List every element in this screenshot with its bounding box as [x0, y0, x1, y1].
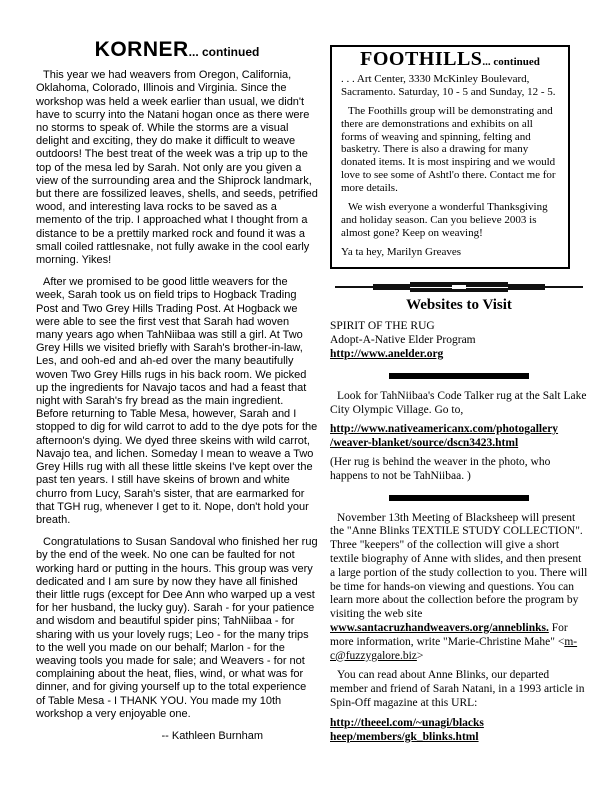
foothills-paragraph-2: The Foothills group will be demonstrating and there are demonstrations and exhibits on all forms of weaving and spinning, felting and basketry. There is also a drawing for many donated items. It is most inspiring and we would love to see some of Ashtl'o there. Contact me for more details.	[341, 104, 556, 195]
blacksheep-text-3: >	[416, 649, 424, 662]
foothills-paragraph-1: . . . Art Center, 3330 McKinley Boulevard, Sacramento. Saturday, 10 - 5 and Sunday, 12 - 5.	[341, 72, 556, 98]
shuttle-slot	[452, 285, 466, 289]
codetalker-text: Look for TahNiibaa's Code Talker rug at the Salt Lake City Olympic Village. Go to,	[330, 389, 587, 416]
blacksheep-paragraph	[330, 512, 588, 664]
shuttle-ornament-divider-icon	[335, 279, 583, 295]
section-divider-bar	[389, 373, 529, 379]
theeel-link-line2[interactable]: heep/members/gk_blinks.html	[330, 730, 479, 743]
spirit-title: SPIRIT OF THE RUG	[330, 320, 435, 333]
theeel-link-line1[interactable]: http://theeel.com/~unagi/blacks	[330, 716, 484, 729]
korner-paragraph-3: Congratulations to Susan Sandoval who finished her rug by the end of the week. No one can be faulted for not working hard or putting in the hours. This group was very dedicated and I am sure by now they have all finished their little rugs (except for Dee Ann who warped up a vest for her husband, the lucky guy). Sarah - for your patience and wisdom and beautiful spider pins; TahNiibaa - for sharing with us your lovely rugs; Leo - for the many trips to the well you made on our behalf; Marlon - for the weaving tools you made for sale; and Weavers - for not complaining about the heat, flies, wind, or what was for dinner, and for giving yourself up to the total experience of Table Mesa - I THANK YOU. You made my 10th workshop a very enjoyable one.	[36, 536, 318, 720]
anneblinks-text: You can read about Anne Blinks, our departed member and friend of Sarah Natani, in a 1993 article in Spin-Off magazine at this URL:	[330, 669, 585, 710]
anelder-link[interactable]: http://www.anelder.org	[330, 348, 444, 361]
codetalker-note: (Her rug is behind the weaver in the photo, who happens to not be TahNiibaa. )	[330, 456, 551, 482]
website-entry-codetalker	[330, 390, 588, 484]
korner-section	[36, 38, 318, 752]
santacruzhandweavers-link[interactable]: www.santacruzhandweavers.org/anneblinks.	[330, 622, 549, 635]
website-entry-anneblinks	[330, 669, 588, 744]
foothills-signoff: Ya ta hey, Marilyn Greaves	[341, 245, 462, 258]
korner-paragraph-2: After we promised to be good little weavers for the week, Sarah took us on field trips to Hogback Trading Post and Two Grey Hills Trading Post. At Hogback we were able to see the first vest that Sarah had woven many years ago when TahNiibaa was still a girl. At Two Grey Hills we visited briefly with Sarah's brother-in-law, Les, and ooh-ed and ah-ed over the many beautifully woven Two Grey Hills rugs in his back room. We picked up the ingredients for Navajo tacos and had a feast that night with Sarah's fry bread as the main ingredient. Before returning to Table Mesa, however, Sarah and I stopped to dig for wild carrot to add to the dye pots for the afternoon's dying. We dyed three skeins with wild carrot, Navajo tea, and lichen. Someday I mean to weave a Two Grey Hills rug with all these little skeins I've kept over the past ten years. I still have skeins of brown and white churro from Lucy, Sarah's sister, that are earmarked for that TGH rug, whenever I get to it. Nope, don't hold your breath.	[36, 276, 318, 526]
korner-title-suffix: ... continued	[188, 45, 260, 59]
korner-title: KORNER	[94, 38, 189, 61]
foothills-box	[330, 45, 570, 269]
nativeamericanx-link-line2[interactable]: /weaver-blanket/source/dscn3423.html	[330, 437, 519, 450]
websites-heading: Websites to Visit	[406, 296, 512, 313]
foothills-title: FOOTHILLS	[360, 48, 483, 70]
nativeamericanx-link-line1[interactable]: http://www.nativeamericanx.com/photogallery	[330, 423, 559, 436]
korner-paragraph-1: This year we had weavers from Oregon, California, Oklahoma, Colorado, Illinois and Virginia. Since the workshop was held a week earlier than usual, we didn't have to scurry into the Natani hogan once as there were no storms to speak of. While the storms are a visual delight and exciting, they do make it difficult to weave outdoors! The best treat of the week was a trip up to the top of the mesa led by Sarah. Not only are you given a view of the surrounding area and the Shiprock landmark, but there are fossilized leaves, shells, and seeds, petrified wood, and interesting lava rocks to be saved as a memento of the trip. I approached what I thought from a distance to be a prettily marked rock and found it was a small coiled rattlesnake, not fully awake in the cool early morning. Yikes!	[36, 69, 318, 267]
right-column	[330, 45, 588, 746]
korner-signature: -- Kathleen Burnham	[161, 729, 263, 742]
foothills-heading	[341, 48, 559, 70]
website-entry-blacksheep	[330, 512, 588, 664]
blacksheep-text-1: November 13th Meeting of Blacksheep will present the "Anne Blinks TEXTILE STUDY COLLECTION". Three "keepers" of the collection will give a short textile biography of Anne with slides, and then present a large portion of the study collection to you. There will be time for hands-on viewing and questions. You can learn more about the collection before the program by visiting the web site	[330, 511, 588, 621]
blacksheep-text-2: For more information, write "Marie-Christine Mahe" <	[330, 622, 568, 648]
spirit-subtitle: Adopt-A-Native Elder Program	[330, 334, 476, 347]
section-divider-bar	[389, 495, 529, 501]
fuzzygalore-email-link[interactable]: m-c@fuzzygalore.biz	[330, 635, 578, 662]
foothills-paragraph-3: We wish everyone a wonderful Thanksgiving and holiday season. Can you believe 2003 is almost gone? Keep on weaving!	[341, 201, 548, 239]
website-entry-spirit	[330, 320, 588, 361]
foothills-title-suffix: ... continued	[482, 56, 540, 68]
korner-heading	[36, 38, 318, 61]
